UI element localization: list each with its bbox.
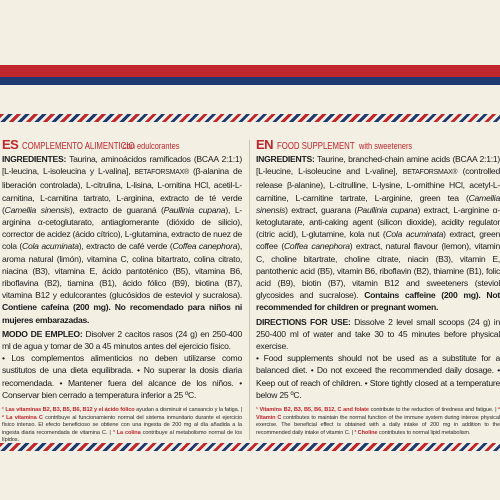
top-red-band bbox=[0, 65, 500, 77]
english-title: FOOD SUPPLEMENT bbox=[277, 141, 355, 152]
language-code-en: EN bbox=[256, 137, 274, 152]
english-directions: DIRECTIONS FOR USE: Dissolve 2 level small scoops (24 g) in 250-400 ml of water and take 30 to 45 minutes before physical exercise. bbox=[256, 316, 500, 352]
english-body bbox=[256, 153, 500, 437]
spanish-subtitle: con edulcorantes bbox=[122, 141, 180, 152]
caffeine-warning: Contiene cafeína (200 mg). No recomendado para niños ni mujeres embarazadas. bbox=[2, 302, 242, 325]
directions-label: MODO DE EMPLEO: bbox=[2, 328, 83, 339]
spanish-ingredients: INGREDIENTES: Taurina, aminoácidos ramificados (BCAA 2:1:1) [L-leucina, L-isoleucina y L-valina], BETAFORSMAX® (β-alanina de liberación controlada), L-citrulina, L-lisina, L-ornitina HCl, acetil-L-carnitina, L-carnitina tartrato, L-arginina, extracto de té verde (Camellia sinensis), extracto de guaraná (Paullinia cupana), L-arginina α-cetoglutarato, antiaglomerante (dióxido de silicio), corrector de acidez (ácido cítrico), L-glutamina, extracto de nuez de cola (Cola acuminata), extracto de café verde (Coffea canephora), aroma natural (limón), vitamina C, colina bitartrato, colina citrato, niacina (B3), vitamina E, ácido pantoténico (B5), vitamina B6, riboflavina (B2), tiamina (B1), ácido fólico (B9), biotina (B7), vitamina B12 y edulcorantes (glucósidos de esteviol y sucralosa). Contiene cafeína (200 mg). No recomendado para niños ni mujeres embarazadas. bbox=[2, 154, 243, 325]
spanish-column bbox=[2, 137, 242, 445]
brand-name: BETAFORSMAX® bbox=[134, 169, 189, 177]
column-divider bbox=[249, 140, 250, 440]
language-code-es: ES bbox=[2, 137, 19, 152]
spanish-footnotes: ¹ Las vitaminas B2, B3, B5, B6, B12 y el ácido fólico ayudan a disminuir el cansancio y la fatiga. | ² La vitamina C contribuye al funcionamiento normal del sistema inmunitario durante el ejercicio físico intenso. El efecto beneficioso se obtiene con una ingesta de 200 mg al día añadida a la ingesta diaria recomendada de vitamina C. | ³ La colina contribuye al metabolismo normal de los lípidos. bbox=[2, 407, 242, 444]
english-column bbox=[256, 137, 500, 437]
english-ingredients: INGREDIENTS: Taurine, branched-chain amine acids (BCAA 2:1:1) [L-leucine, L-isoleucine and L-valine], BETAFORSMAX® (controlled release β-alanine), L-citrulline, L-lysine, L-ornithine HCl, acetyl-L-carnitine, L-carnitine tartrate, L-arginine, green tea (Camellia sinensis) extract, guarana (Paullinia cupana) extract, L-arginine α-ketoglutarate, anti-caking agent (silicon dioxide), acidity regulator (citric acid), L-glutamine, kola nut (Cola acuminata) extract, green coffee (Coffea canephora) extract, natural flavour (lemon), vitamin C, choline bitartrate, choline citrate, niacin (B3), vitamin E, pantothenic acid (B5), vitamin B6, riboflavin (B2), thiamine (B1), folic acid (B9), biotin (B7), vitamin B12 and sweeteners (steviol glycosides and sucralose). Contains caffeine (200 mg). Not recommended for children or pregnant women. bbox=[256, 154, 500, 313]
ingredients-label: INGREDIENTS: bbox=[256, 154, 315, 164]
spanish-directions: MODO DE EMPLEO: Disolver 2 cacitos rasos (24 g) en 250-400 ml de agua y tomar de 30 a 45 minutos antes del ejercicio físico. bbox=[2, 328, 242, 352]
spanish-warnings: • Los complementos alimenticios no deben utilizarse como sustitutos de una dieta equilibrada. • No superar la dosis diaria recomendada. • Mantener fuera del alcance de los niños. • Conservar bien cerrado a temperatura inferior a 25 ºC. bbox=[2, 353, 242, 400]
top-blue-band bbox=[0, 77, 500, 85]
spanish-title: COMPLEMENTO ALIMENTICIO bbox=[22, 141, 135, 152]
english-warnings: • Food supplements should not be used as a substitute for a balanced diet. • Do not exceed the recommended daily dosage. • Keep out of reach of children. • Store tightly closed at a temperature below 25 ºC. bbox=[256, 353, 500, 400]
english-footnotes: ¹ Vitamins B2, B3, B5, B6, B12, C and folate contribute to the reduction of tiredness and fatigue. | ² Vitamin C contributes to maintain the normal function of the immune system during intense physical exercise. The beneficial effect is obtained with a daily intake of 200 mg in addition to the recommended daily intake of vitamin C. | ³ Choline contributes to normal lipid metabolism. bbox=[256, 407, 500, 436]
top-diagonal-stripe bbox=[0, 114, 500, 122]
spanish-body bbox=[2, 153, 242, 445]
bottom-diagonal-stripe bbox=[0, 443, 500, 451]
english-subtitle: with sweeteners bbox=[358, 141, 412, 152]
english-heading bbox=[256, 137, 500, 153]
ingredients-label: INGREDIENTES: bbox=[2, 154, 67, 164]
brand-name: BETAFORSMAX® bbox=[402, 169, 458, 177]
spanish-heading bbox=[2, 137, 242, 153]
caffeine-warning: Contains caffeine (200 mg). Not recommended for children or pregnant women. bbox=[256, 290, 500, 313]
directions-label: DIRECTIONS FOR USE: bbox=[256, 316, 351, 327]
